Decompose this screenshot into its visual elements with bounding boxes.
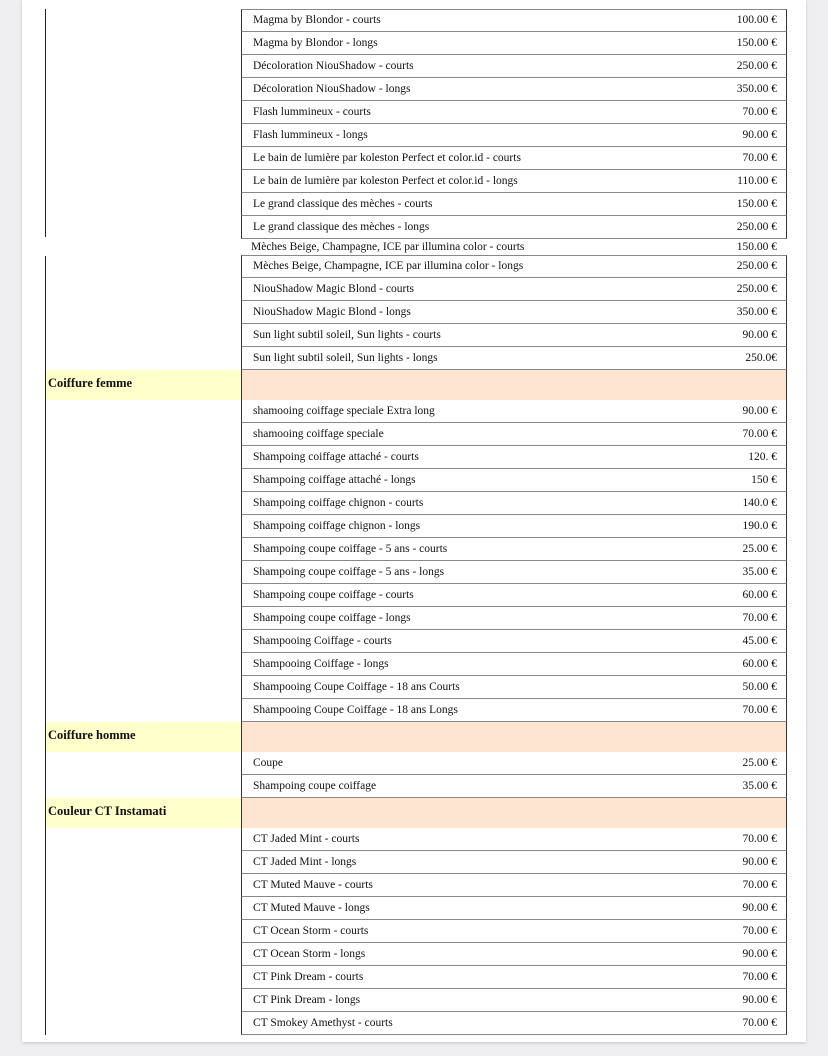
service-price: 250.0€ [745,352,777,364]
table-row [22,752,806,775]
table-row [22,55,806,78]
service-price: 250.00 € [736,60,777,72]
table-row [22,561,806,584]
service-price: 90.00 € [742,856,777,868]
table-row [22,920,806,943]
service-price: 150 € [751,474,777,486]
price-list-table [22,0,806,1042]
service-price: 150.00 € [736,198,777,210]
service-price: 70.00 € [742,428,777,440]
table-row [22,607,806,630]
service-price: 140.0 € [742,497,777,509]
table-row [22,301,806,324]
table-row [22,989,806,1012]
service-name: Flash lummineux - courts [253,106,371,118]
category-row [22,798,806,828]
table-row [22,400,806,423]
service-name: Flash lummineux - longs [253,129,368,141]
service-name: Shampoing coupe coiffage [253,780,377,792]
service-name: CT Ocean Storm - longs [253,948,366,960]
table-row [22,193,806,216]
service-name: Shampoing coiffage chignon - longs [253,520,421,532]
service-name: Coupe [253,757,284,769]
category-title: Coiffure femme [48,376,133,390]
table-row [22,469,806,492]
service-price: 120. € [748,451,777,463]
table-row [22,851,806,874]
table-row [22,124,806,147]
table-row [22,78,806,101]
service-name: NiouShadow Magic Blond - longs [253,306,411,318]
table-left-border [45,9,46,237]
service-price: 90.00 € [742,902,777,914]
service-price: 70.00 € [742,833,777,845]
service-price: 100.00 € [736,14,777,26]
category-fill-cell [241,798,787,828]
service-price: 150.00 € [736,241,777,253]
table-row [22,9,806,32]
table-row [22,278,806,301]
category-title: Coiffure homme [48,728,136,742]
table-row [22,966,806,989]
service-name: Shampooing Coiffage - longs [253,658,389,670]
service-name: CT Muted Mauve - courts [253,879,373,891]
table-row [22,775,806,798]
service-name: CT Jaded Mint - longs [253,856,357,868]
service-name: Shampoing coiffage chignon - courts [253,497,424,509]
service-price: 70.00 € [742,925,777,937]
service-name: CT Smokey Amethyst - courts [253,1017,393,1029]
service-price: 70.00 € [742,971,777,983]
table-left-border [45,256,46,1035]
service-price: 90.00 € [742,994,777,1006]
service-name: Le grand classique des mèches - longs [253,221,430,233]
service-price: 60.00 € [742,589,777,601]
category-fill-cell [241,370,787,400]
service-name: CT Pink Dream - courts [253,971,364,983]
table-row [22,147,806,170]
service-price: 70.00 € [742,152,777,164]
service-price: 90.00 € [742,129,777,141]
table-row [22,1012,806,1035]
table-row [22,897,806,920]
service-name: Magma by Blondor - longs [253,37,378,49]
service-name: Mèches Beige, Champagne, ICE par illumina color - longs [253,260,524,272]
table-row [22,324,806,347]
service-price: 25.00 € [742,543,777,555]
service-price: 90.00 € [742,329,777,341]
category-row [22,722,806,752]
table-row [22,874,806,897]
service-price: 90.00 € [742,948,777,960]
service-cell [241,752,787,775]
table-row [22,216,806,239]
service-price: 70.00 € [742,106,777,118]
table-row [22,101,806,124]
service-price: 70.00 € [742,704,777,716]
service-price: 150.00 € [736,37,777,49]
service-price: 90.00 € [742,405,777,417]
service-name: Décoloration NiouShadow - longs [253,83,411,95]
table-row [22,828,806,851]
service-name: Shampoing coupe coiffage - longs [253,612,411,624]
table-row [22,239,806,255]
service-price: 45.00 € [742,635,777,647]
table-row [22,347,806,370]
service-name: NiouShadow Magic Blond - courts [253,283,414,295]
service-price: 70.00 € [742,879,777,891]
service-name: Shampoing coupe coiffage - 5 ans - longs [253,566,445,578]
service-name: Magma by Blondor - courts [253,14,381,26]
service-name: shamooing coiffage speciale Extra long [253,405,435,417]
table-row [22,492,806,515]
service-price: 110.00 € [737,175,777,187]
table-row [22,446,806,469]
service-name: CT Pink Dream - longs [253,994,361,1006]
table-row [22,423,806,446]
table-row [22,943,806,966]
service-name: CT Jaded Mint - courts [253,833,360,845]
service-name: CT Muted Mauve - longs [253,902,370,914]
service-name: Décoloration NiouShadow - courts [253,60,414,72]
service-price: 250.00 € [736,283,777,295]
table-row [22,170,806,193]
service-name: Shampooing Coiffage - courts [253,635,392,647]
service-name: Shampoing coiffage attaché - courts [253,451,419,463]
service-name: Le bain de lumière par koleston Perfect et color.id - courts [253,152,521,164]
table-row [22,676,806,699]
service-name: Shampooing Coupe Coiffage - 18 ans Courts [253,681,460,693]
category-fill-cell [241,722,787,752]
service-name: Sun light subtil soleil, Sun lights - longs [253,352,438,364]
table-row [22,630,806,653]
category-title: Couleur CT Instamati [48,804,167,818]
table-row [22,255,806,278]
service-price: 70.00 € [742,612,777,624]
table-row [22,584,806,607]
service-price: 35.00 € [742,566,777,578]
table-row [22,699,806,722]
service-price: 250.00 € [736,221,777,233]
service-price: 25.00 € [742,757,777,769]
service-price: 350.00 € [736,306,777,318]
table-row [22,515,806,538]
service-name: Shampoing coiffage attaché - longs [253,474,416,486]
service-price: 70.00 € [742,1017,777,1029]
service-name: shamooing coiffage speciale [253,428,384,440]
service-name: Sun light subtil soleil, Sun lights - courts [253,329,441,341]
category-row [22,370,806,400]
service-name: Shampooing Coupe Coiffage - 18 ans Longs [253,704,458,716]
service-price: 50.00 € [742,681,777,693]
table-row [22,653,806,676]
service-price: 190.0 € [742,520,777,532]
service-name: Le grand classique des mèches - courts [253,198,433,210]
service-price: 250.00 € [736,260,777,272]
service-name: Shampoing coupe coiffage - courts [253,589,414,601]
service-name: Le bain de lumière par koleston Perfect et color.id - longs [253,175,518,187]
service-name: CT Ocean Storm - courts [253,925,369,937]
document-page [22,0,806,1042]
table-row [22,538,806,561]
service-price: 35.00 € [742,780,777,792]
table-row [22,32,806,55]
service-name: Mèches Beige, Champagne, ICE par illumina color - courts [251,241,525,253]
service-price: 60.00 € [742,658,777,670]
service-name: Shampoing coupe coiffage - 5 ans - courts [253,543,448,555]
service-price: 350.00 € [736,83,777,95]
